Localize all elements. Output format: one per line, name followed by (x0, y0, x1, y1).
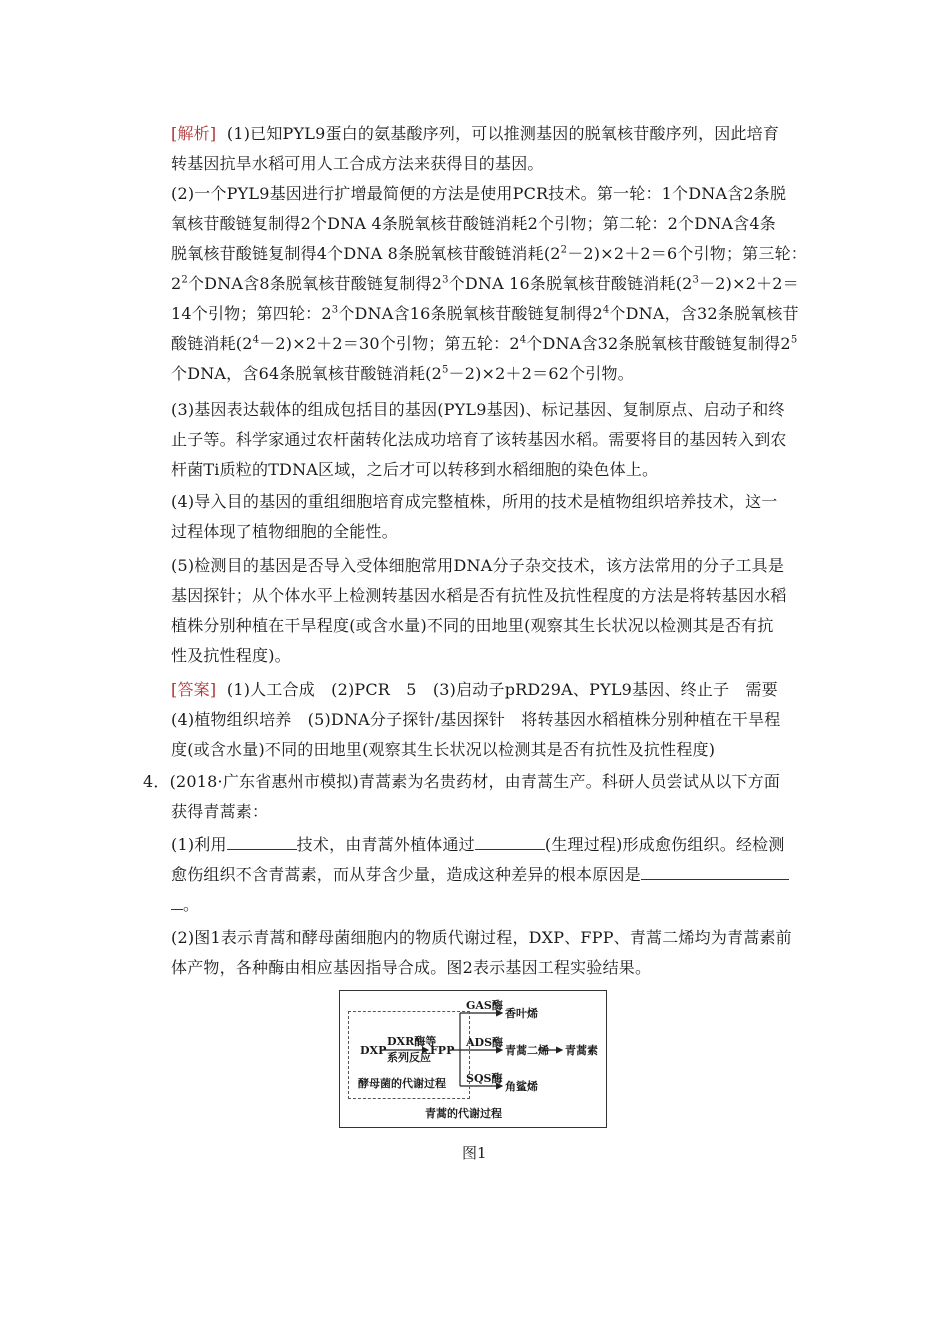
gas-enzyme-label: GAS酶 (466, 999, 503, 1012)
text-segment: 个DNA 16条脱氧核苷酸链消耗(2 (448, 274, 693, 293)
analysis-p2-line-5 (171, 304, 799, 324)
question-text: (2018·广东省惠州市模拟)青蒿素为名贵药材，由青蒿生产。科研人员尝试从以下方面 (169, 772, 781, 791)
question-4-p2-line-2: 体产物，各种酶由相应基因指导合成。图2表示基因工程实验结果。 (171, 958, 652, 977)
text-segment: 酸链消耗(2 (171, 334, 253, 353)
text-segment: (1)利用 (171, 835, 227, 854)
answer-tag: [答案] (171, 680, 217, 699)
text-segment: －2)×2＋2＝6个引物；第三轮： (567, 244, 807, 263)
text-segment: 个DNA，含32条脱氧核苷 (609, 304, 799, 323)
text-segment: 个DNA含16条脱氧核苷酸链复制得2 (338, 304, 603, 323)
dxp-label: DXP (360, 1044, 387, 1057)
analysis-p2-line-2: 氧核苷酸链复制得2个DNA 4条脱氧核苷酸链消耗2个引物；第二轮：2个DNA含4条 (171, 214, 776, 233)
text-segment: 技术，由青蒿外植体通过 (296, 835, 475, 854)
answer-line-1 (171, 680, 778, 700)
analysis-p3-line-2: 止子等。科学家通过农杆菌转化法成功培育了该转基因水稻。需要将目的基因转入到农 (171, 430, 787, 449)
question-4-p2-line-1: (2)图1表示青蒿和酵母菌细胞内的物质代谢过程，DXP、FPP、青蒿二烯均为青蒿素前 (171, 928, 792, 947)
superscript: 2 (181, 274, 188, 286)
text-segment: 个DNA含8条脱氧核苷酸链复制得2 (187, 274, 443, 293)
ads-enzyme-label: ADS酶 (466, 1036, 504, 1049)
text-segment: 。 (183, 895, 200, 914)
answer-text: (1)人工合成 (2)PCR 5 (3)启动子pRD29A、PYL9基因、终止子 需要 (226, 680, 778, 699)
amorphadiene-label: 青蒿二烯 (505, 1044, 549, 1057)
superscript: 5 (790, 334, 798, 346)
superscript: 3 (331, 304, 339, 316)
superscript: 3 (692, 274, 700, 286)
answer-blank-3[interactable] (641, 864, 789, 880)
analysis-p2-line-4 (171, 274, 799, 294)
answer-line-3: 度(或含水量)不同的田地里(观察其生长状况以检测其是否有抗性及抗性程度) (171, 740, 716, 759)
answer-blank-2[interactable] (475, 834, 545, 850)
analysis-p5-line-3: 植株分别种植在干旱程度(或含水量)不同的田地里(观察其生长状况以检测其是否有抗 (171, 616, 774, 635)
question-4-p1-line-2 (171, 864, 789, 885)
analysis-p3-line-3: 杆菌Ti质粒的TDNA区域，之后才可以转移到水稻细胞的染色体上。 (171, 460, 659, 479)
figure-caption: 图1 (462, 1144, 487, 1162)
superscript: 2 (560, 244, 568, 256)
answer-line-2: (4)植物组织培养 (5)DNA分子探针/基因探针 将转基因水稻植株分别种植在干旱程 (171, 710, 781, 729)
sqs-enzyme-label: SQS酶 (466, 1072, 503, 1085)
question-number: 4． (143, 772, 170, 791)
superscript: 3 (442, 274, 449, 286)
figure-1 (339, 990, 607, 1128)
text-segment: 个DNA，含64条脱氧核苷酸链消耗(2 (171, 364, 442, 383)
analysis-line-2: 转基因抗旱水稻可用人工合成方法来获得目的基因。 (171, 154, 544, 173)
analysis-p2-line-6 (171, 334, 797, 354)
text-segment: －2)×2＋2＝ (699, 274, 799, 293)
question-4-p1-line-3 (171, 894, 199, 915)
question-4-line-2: 获得青蒿素： (171, 802, 269, 821)
superscript: 5 (441, 364, 449, 376)
text-segment: －2)×2＋2＝62个引物。 (448, 364, 634, 383)
fpp-label: FPP (430, 1044, 455, 1057)
text-segment: 2 (171, 274, 182, 293)
text-segment: 个DNA含32条脱氧核苷酸链复制得2 (526, 334, 791, 353)
analysis-tag: [解析] (171, 124, 217, 143)
superscript: 4 (602, 304, 610, 316)
superscript: 4 (252, 334, 260, 346)
ocimene-label: 香叶烯 (505, 1007, 538, 1020)
answer-blank-1[interactable] (227, 834, 297, 850)
analysis-p5-line-1: (5)检测目的基因是否导入受体细胞常用DNA分子杂交技术，该方法常用的分子工具是 (171, 556, 785, 575)
analysis-p2-line-1: (2)一个PYL9基因进行扩增最简便的方法是使用PCR技术。第一轮：1个DNA含2条脱 (171, 184, 787, 203)
question-4-line-1 (143, 772, 780, 792)
analysis-text: (1)已知PYL9蛋白的氨基酸序列，可以推测基因的脱氧核苷酸序列，因此培育 (226, 124, 780, 143)
text-segment: －2)×2＋2＝30个引物；第五轮：2 (259, 334, 520, 353)
analysis-p5-line-2: 基因探针；从个体水平上检测转基因水稻是否有抗性及抗性程度的方法是将转基因水稻 (171, 586, 787, 605)
analysis-p2-line-7 (171, 364, 634, 384)
dxr-enzyme-label: DXR酶等 (387, 1035, 437, 1048)
text-segment: (生理过程)形成愈伤组织。经检测 (544, 835, 785, 854)
answer-blank-3-cont[interactable] (171, 894, 183, 910)
text-segment: 脱氧核苷酸链复制得4个DNA 8条脱氧核苷酸链消耗(2 (171, 244, 561, 263)
analysis-p3-line-1: (3)基因表达载体的组成包括目的基因(PYL9基因)、标记基因、复制原点、启动子和终 (171, 400, 785, 419)
analysis-p5-line-4: 性及抗性程度)。 (171, 646, 291, 665)
question-4-p1-line-1 (171, 834, 785, 855)
squalene-label: 角鲨烯 (505, 1080, 538, 1093)
artemisinin-label: 青蒿素 (565, 1044, 598, 1057)
yeast-pathway-label: 酵母菌的代谢过程 (358, 1077, 446, 1090)
analysis-p4-line-2: 过程体现了植物细胞的全能性。 (171, 522, 398, 541)
text-segment: 14个引物；第四轮：2 (171, 304, 332, 323)
artemisia-pathway-label: 青蒿的代谢过程 (425, 1107, 502, 1120)
analysis-line-1 (171, 124, 779, 144)
series-reaction-label: 系列反应 (387, 1051, 431, 1064)
superscript: 4 (519, 334, 527, 346)
text-segment: 愈伤组织不含青蒿素，而从芽含少量，造成这种差异的根本原因是 (171, 865, 641, 884)
analysis-p2-line-3 (171, 244, 807, 264)
analysis-p4-line-1: (4)导入目的基因的重组细胞培育成完整植株，所用的技术是植物组织培养技术，这一 (171, 492, 778, 511)
